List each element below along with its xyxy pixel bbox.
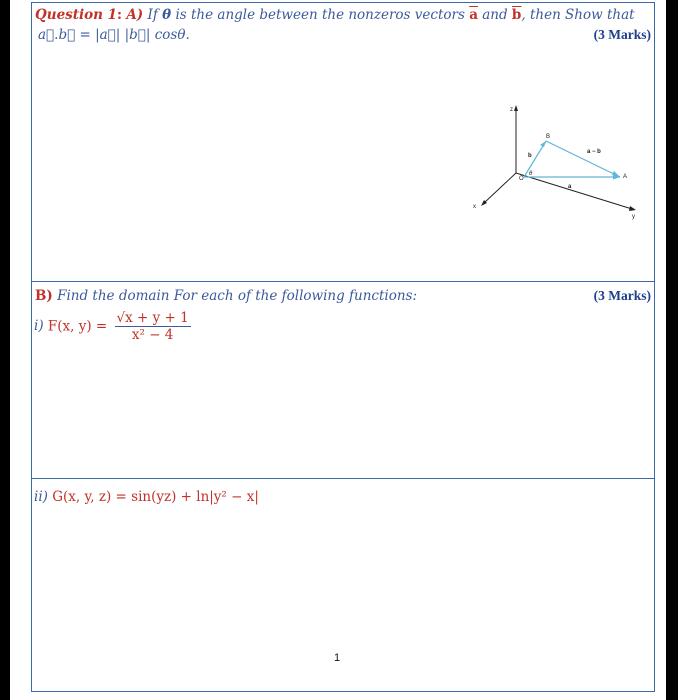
question-b-text: Find the domain For each of the following functions:	[57, 288, 418, 304]
question-1-marks: (3 Marks)	[593, 27, 651, 42]
x-axis	[484, 173, 516, 203]
question-c-box	[31, 478, 655, 692]
origin-label: O	[519, 176, 524, 182]
question-b-marks: (3 Marks)	[593, 288, 651, 303]
item-ii	[34, 489, 259, 505]
item-ii-expression: G(x, y, z) = sin(yz) + ln|y² − x|	[52, 489, 259, 505]
part-a-label: A)	[126, 7, 144, 23]
item-i-lhs: F(x, y) =	[47, 318, 108, 335]
item-ii-label: ii)	[34, 489, 48, 505]
z-axis-label: z	[510, 107, 513, 113]
x-axis-label: x	[473, 204, 476, 210]
angle-theta-label: θ	[529, 171, 533, 177]
item-i-denominator: x² − 4	[131, 327, 174, 343]
vector-b-label: b	[528, 153, 532, 159]
question-1-box	[31, 2, 655, 282]
vector-a-minus-b-line	[546, 141, 620, 177]
vector-b-arrow-icon	[540, 141, 546, 147]
vector-diagram	[472, 101, 652, 221]
point-b-label: B	[546, 134, 551, 140]
question-b-box	[31, 281, 655, 479]
vector-b: $\overline{b}$	[511, 7, 522, 23]
z-axis-arrow-icon	[514, 105, 518, 111]
item-i-label: i)	[34, 318, 44, 334]
document-page	[10, 0, 666, 700]
item-i-numerator: √x + y + 1	[116, 310, 189, 326]
item-i	[34, 310, 191, 343]
vector-a: $\overline{a}$	[469, 7, 478, 23]
page-number: 1	[334, 652, 341, 664]
theta-symbol: θ	[162, 7, 172, 23]
question-b-header	[35, 288, 417, 304]
vector-a-label: a	[568, 184, 572, 190]
y-axis-arrow-icon	[629, 206, 636, 211]
part-b-label: B)	[35, 288, 53, 304]
item-i-fraction	[115, 310, 191, 343]
point-a-label: A	[623, 174, 628, 180]
vector-a-minus-b-label: a − b	[587, 149, 601, 155]
question-1-header: Question 1: A) If θ is the angle between the nonzeros vectors $\overline{a}$ and $\overline{b}$, then Show that	[35, 7, 635, 23]
question-1-formula: a⃗.b⃗ = |a⃗| |b⃗| cosθ.	[38, 27, 190, 43]
question-1-title: Question 1	[35, 7, 118, 23]
vector-b-line	[524, 141, 546, 177]
y-axis-label: y	[632, 214, 635, 220]
